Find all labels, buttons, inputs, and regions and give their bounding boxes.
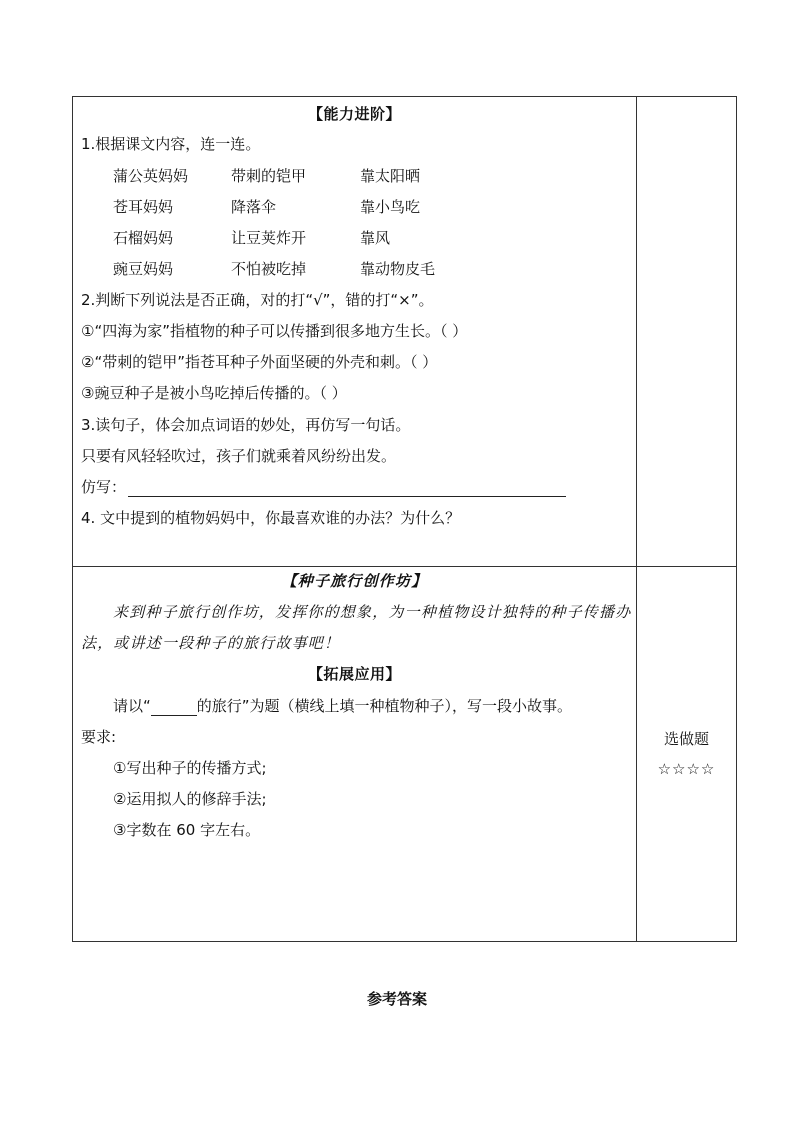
match-right-item: 靠动物皮毛 <box>360 260 436 278</box>
worksheet-table <box>72 96 737 942</box>
match-left-item: 石榴妈妈 <box>113 229 174 247</box>
ability-row <box>73 97 737 567</box>
q2-item: ③豌豆种子是被小鸟吃掉后传播的。（ ） <box>81 384 347 402</box>
match-left-item: 蒲公英妈妈 <box>113 167 189 185</box>
imitate-answer-line[interactable] <box>128 479 566 497</box>
q3-prompt: 3.读句子，体会加点词语的妙处，再仿写一句话。 <box>81 416 411 434</box>
answer-section-title: 参考答案 <box>366 990 427 1008</box>
writing-task-suffix: 的旅行”为题（横线上填一种植物种子），写一段小故事。 <box>196 697 573 715</box>
workshop-intro: 来到种子旅行创作坊，发挥你的想象，为一种植物设计独特的种子传播办 <box>113 603 632 621</box>
match-left-item: 苍耳妈妈 <box>113 198 174 216</box>
match-right-item: 靠风 <box>360 229 391 247</box>
ability-side-cell <box>637 97 737 567</box>
q3-sentence: 只要有风轻轻吹过，孩子们就乘着风纷纷出发。 <box>81 447 397 465</box>
workshop-intro: 法，或讲述一段种子的旅行故事吧！ <box>81 634 341 652</box>
match-left-item: 豌豆妈妈 <box>113 260 174 278</box>
q2-prompt: 2.判断下列说法是否正确，对的打“√”，错的打“×”。 <box>81 291 434 309</box>
requirement-item: ②运用拟人的修辞手法; <box>113 790 267 808</box>
writing-task <box>113 696 572 716</box>
q4-prompt: 4. 文中提到的植物妈妈中，你最喜欢谁的办法？为什么？ <box>81 509 461 527</box>
match-middle-item: 降落伞 <box>231 198 277 216</box>
match-middle-item: 让豆荚炸开 <box>231 229 307 247</box>
match-middle-item: 带刺的铠甲 <box>231 167 307 185</box>
match-middle-item: 不怕被吃掉 <box>231 260 307 278</box>
q2-item: ②“带刺的铠甲”指苍耳种子外面坚硬的外壳和刺。（ ） <box>81 353 438 371</box>
requirement-label: 要求: <box>81 728 117 746</box>
match-right-item: 靠太阳晒 <box>360 167 421 185</box>
ability-cell <box>73 97 637 567</box>
imitate-row <box>81 477 566 497</box>
q2-item: ①“四海为家”指植物的种子可以传播到很多地方生长。（ ） <box>81 322 468 340</box>
workshop-heading: 【种子旅行创作坊】 <box>281 572 428 590</box>
requirement-item: ①写出种子的传播方式; <box>113 759 267 777</box>
workshop-row <box>73 567 737 942</box>
seed-name-blank[interactable] <box>151 699 197 716</box>
match-right-item: 靠小鸟吃 <box>360 198 421 216</box>
ability-heading: 【能力进阶】 <box>307 105 401 123</box>
q1-prompt: 1.根据课文内容，连一连。 <box>81 135 261 153</box>
optional-question-label: 选做题 <box>663 730 709 748</box>
extension-heading: 【拓展应用】 <box>307 665 401 683</box>
difficulty-stars-icon: ☆☆☆☆ <box>657 760 716 778</box>
workshop-side-cell <box>637 567 737 942</box>
imitate-label: 仿写： <box>81 478 127 496</box>
writing-task-prefix: 请以“ <box>113 697 151 715</box>
workshop-cell <box>73 567 637 942</box>
requirement-item: ③字数在 60 字左右。 <box>113 821 261 839</box>
